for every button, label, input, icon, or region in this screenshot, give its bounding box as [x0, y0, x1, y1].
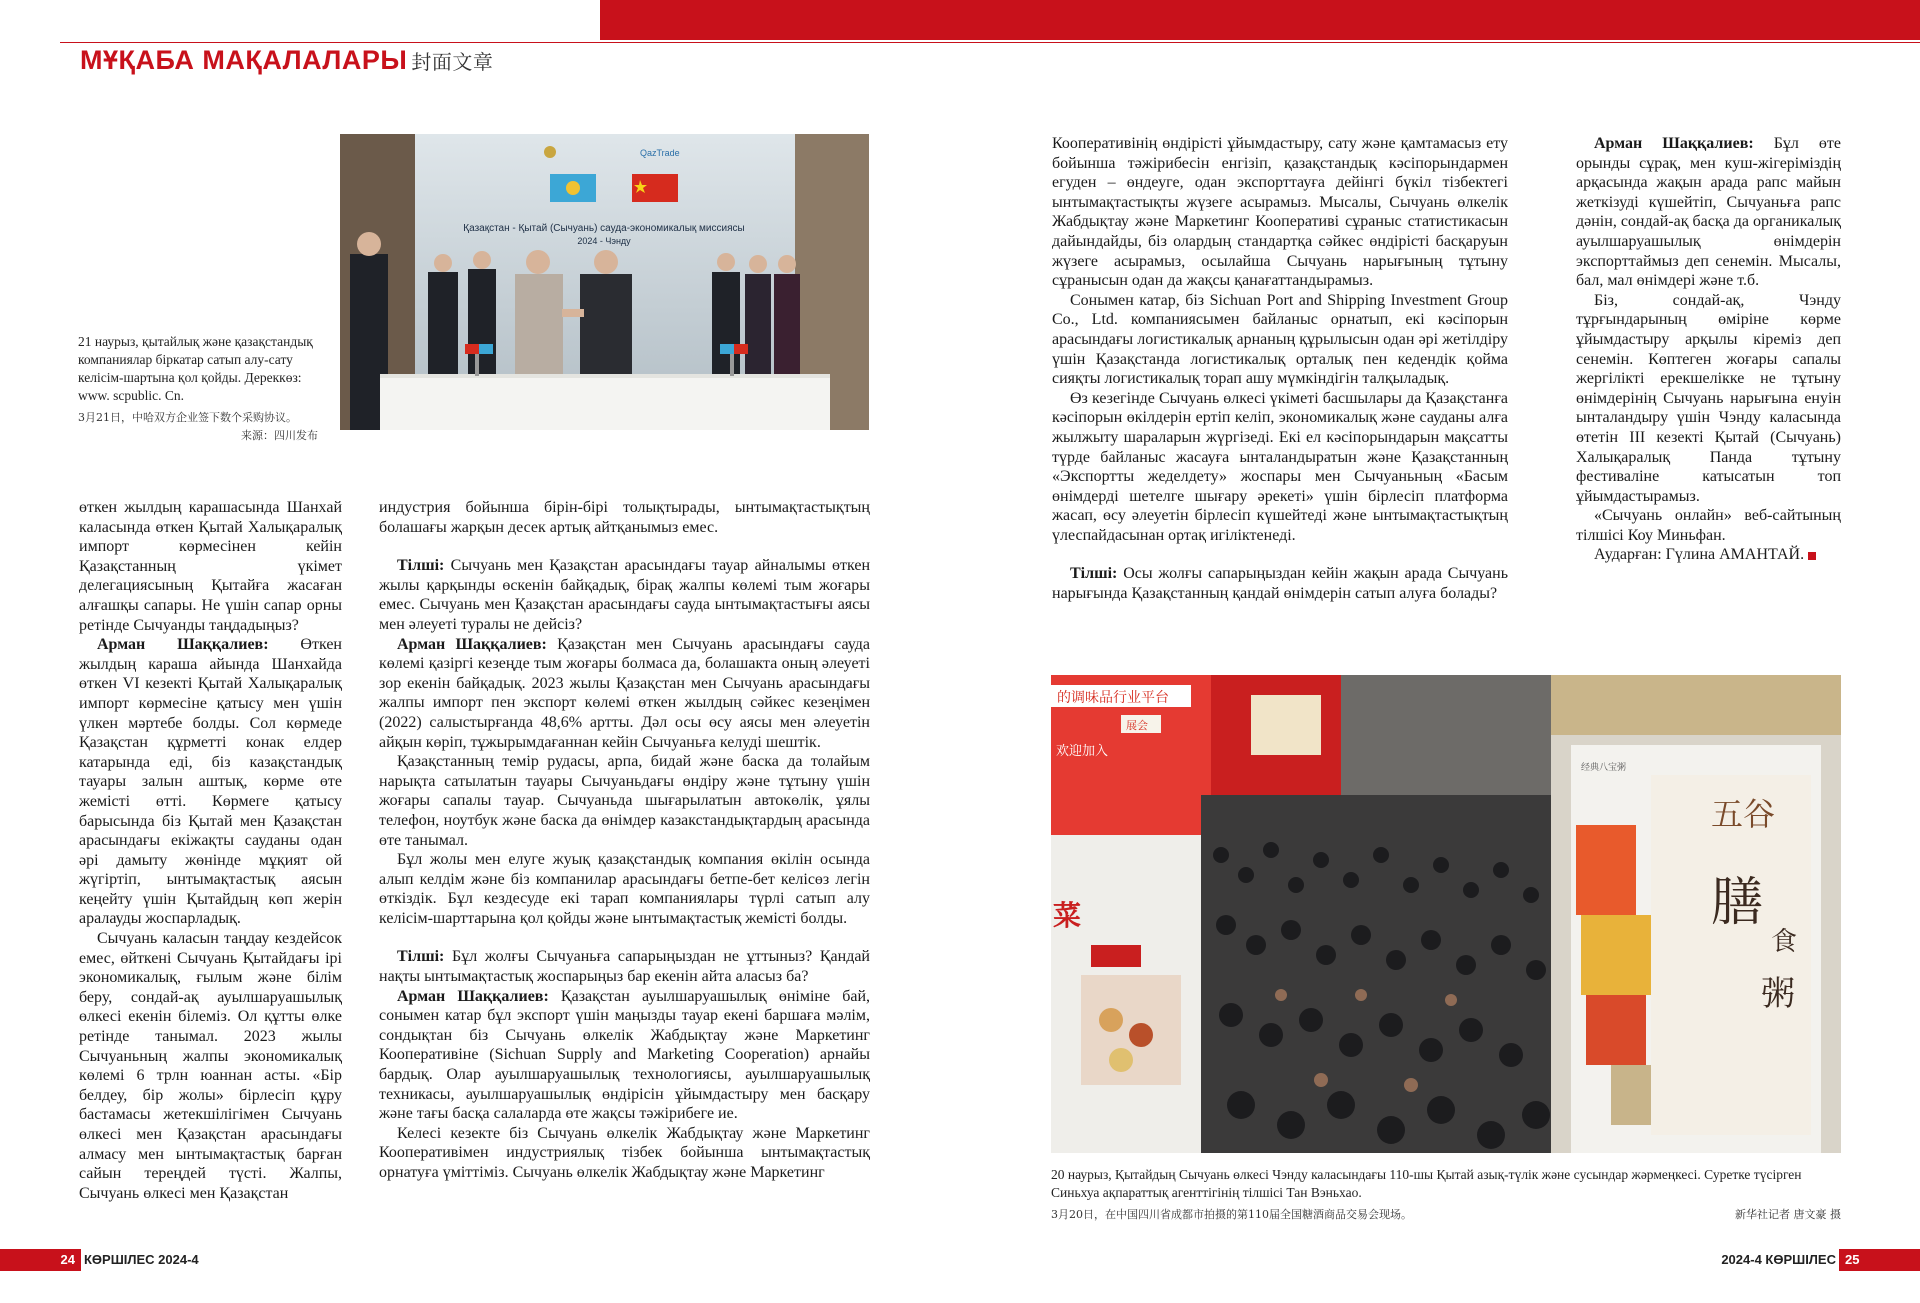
col2-question-1-text: Сычуань мен Қазақстан арасындағы тауар айналымы өткен жылы қарқынды өскенін байқадық, бірақ жалпы көлемі тым жоғары емес. Сычуань мен Қазақстан арасындағы сауда ынтымақтастығы аясы мен әлеуеті туралы не дейсіз?	[379, 557, 870, 633]
speaker-label: Арман Шаққалиев:	[1594, 135, 1754, 152]
col1-paragraph-2	[79, 635, 342, 929]
col4-answer-1	[1576, 134, 1841, 291]
article-column-3	[1052, 134, 1508, 604]
col4-paragraph-3: «Сычуань онлайн» веб-сайтының тілшісі Коу Миньфан.	[1576, 507, 1841, 544]
page-number-left: 24	[0, 1249, 81, 1271]
col2-answer-1-text: Қазақстан мен Сычуань арасындағы сауда көлемі қазіргі кезеңде тым жоғары болмаса да, болашакта оның әлеуеті зор екенін байқадық. 2023 жылы Қазақстан мен Сычуань арасындағы жалпы импорт пен экспорт көлемі өткен жылдың сәйкес кезеңімен (2022) салыстырғанда 48,6% артты. Дәл осы өсу аясы мен әлеуетін айқын көріп, тұжырымдағаннан кейін Сычуаньға келуді шештік.	[379, 635, 870, 751]
reporter-label: Тілші:	[1070, 565, 1118, 583]
top-red-bar	[600, 0, 1920, 40]
photo1-caption-text: 21 наурыз, қытайлық және қазақстандық компаниялар біркатар сатып алу-сату келісім-шартына қол қойды. Дереккөз: www. scpublic. Cn.	[78, 334, 313, 403]
booth-sign-expo: 展会	[1126, 719, 1148, 732]
header-rule	[60, 42, 1920, 43]
booth-sign-zhou: 粥	[1761, 974, 1795, 1014]
col2-paragraph-4: Келесі кезекте біз Сычуань өлкелік Жабдықтау және Маркетинг Кооперативімен индустриялық тізбек бойынша ынтымақтастық орнатуға үміттіміз. Сычуань өлкелік Жабдықтау және Маркетинг	[379, 1124, 870, 1181]
photo2-caption-text: 20 наурыз, Қытайдың Сычуань өлкесі Чэнду каласындағы 110-шы Қытай азық-түлік және сусындар жәрмеңкесі. Суретке түсірген Синьхуа ақпараттық агенттігінің тілшісі Тан Вэньхао.	[1051, 1167, 1802, 1200]
col2-question-2-text: Бұл жолғы Сычуаньға сапарыңыздан не ұттыныз? Қандай нақты ынтымақтастық жоспарыңыз бар екенін айта аласыз ба?	[379, 948, 870, 986]
col4-paragraph-4	[1576, 545, 1841, 565]
col1-paragraph-1: өткен жылдың карашасында Шанхай каласында өткен Қытай Халықаралық импорт көрмесінен кейін Қазақстанның үкімет делегациясының Қытайға жасаған алғашқы сапары. Не үшін сапар орны ретінде Сычуанды таңдадыңыз?	[79, 499, 342, 634]
col2-paragraph-2: Қазақстанның темір рудасы, арпа, бидай және баска да толайым нарықта сатылатын тауары Сычуаньдағы өндіру және тұтыну үшін жоғары сапалы тауар. Сычуаньда шығарылатын автокөлік, ұялы телефон, ноутбук және баска да өнімдер казакстандықтардың арасында өте танымал.	[379, 753, 870, 849]
footer-left-label: КӨРШІЛЕС 2024-4	[84, 1252, 199, 1267]
photo2-caption-credit: 新华社记者 唐文豪 摄	[1735, 1208, 1841, 1221]
section-title-cn: 封面文章	[411, 52, 494, 74]
speaker-label: Арман Шаққалиев:	[97, 636, 269, 654]
signing-ceremony-photo	[340, 134, 869, 430]
article-column-1	[79, 498, 342, 1203]
col3-question-1-text: Осы жолғы сапарыңыздан кейін жақын арада Сычуань нарығында Қазақстанның қандай өнімдерін сатып алуға болады?	[1052, 565, 1508, 603]
photo1-caption-cn: 3月21日，中哈双方企业签下数个采购协议。	[78, 411, 297, 424]
booth-sign-babao: 经典八宝粥	[1581, 763, 1627, 773]
photo2-caption	[1051, 1166, 1841, 1224]
reporter-label: Тілші:	[397, 557, 445, 575]
photo1-caption	[78, 333, 318, 445]
booth-sign-shan: 膳	[1711, 873, 1764, 933]
section-title-kk: МҰҚАБА МАҚАЛАЛАРЫ	[80, 45, 408, 75]
photo2-caption-cn: 3月20日，在中国四川省成都市拍摄的第110届全国糖酒商品交易会现场。	[1051, 1208, 1412, 1221]
translator-credit: Аударған: Гүлина АМАНТАЙ.	[1594, 546, 1805, 564]
qaztrade-logo: QazTrade	[640, 148, 680, 158]
article-column-4	[1576, 134, 1841, 565]
col3-paragraph-3: Өз кезегінде Сычуань өлкесі үкіметі басшылары да Қазақстанға кәсіпорын өкілдерін ертіп келіп, экономикалық және сауданы алға жылжыту шараларын жүргізеді. Екі ел кәсіпорындарын мақсатты түрде байланыс жасауға ынталандыратын және Қазақстанның «Экспортты жеделдету» жоспары мен Сычуаньның «Басым өнімдерді шетелге шығару әрекеті» үшін бірлесіп платформа жасап, өсу әлеуетін бірлесіп күшейтеді және ынтымақтастықтың үлеспайдасынан ортақ игіліктенеді.	[1052, 389, 1508, 544]
col3-paragraph-1: Кооперативінің өндірісті ұйымдастыру, сату және қамтамасыз ету бойынша тәжірибесін енгізіп, қазақстандық кәсіпорындармен егуден – өндеуге, одан экспорттауға дейінгі бүкіл тізбектегі ынтымақтастықты жүзеге асырамыз. Мысалы, Сычуань өлкелік Жабдықтау және Маркетинг Кооперативі сұраныс статистикасын дайындайды, біз олардың стандартқа сәйкес өндірісті басқаруын жүзеге асырамыз, осылайша Сычуань нарығының тұтыну сұранысын одан да жақсы қанағаттандырамыз.	[1052, 135, 1508, 290]
banner-line2: 2024 - Чэнду	[577, 236, 631, 246]
booth-sign-platform: 的调味品行业平台	[1057, 690, 1169, 706]
booth-sign-shi: 食	[1771, 927, 1798, 957]
col3-paragraph-2: Сонымен катар, біз Sichuan Port and Shipping Investment Group Co., Ltd. компаниясымен байланыс орнатып, екі кәсіпорын арасындағы логистикалық арнаның құрылысын одан әрі жетілдіру үшін Қазақстанда логистикалық орталық пен кедендік қойма сияқты логистикалық торап ашу мүмкіндігін талқыладық.	[1052, 291, 1508, 388]
booth-sign-wugu: 五谷	[1711, 795, 1776, 833]
col3-question-1	[1052, 564, 1508, 603]
speaker-label: Арман Шаққалиев:	[397, 987, 549, 1005]
col1-paragraph-3: Сычуань каласын таңдау кездейсок емес, өйткені Сычуань Қытайдағы ірі экономикалық, ғылым және білім беру, сондай-ақ ауылшаруашылық өлкесі екенін білеміз. Ол құтты өлке ретінде танымал. 2023 жылы Сычуаньның жалпы экономикалық көлемі 6 трлн юаннан асты. «Бір белдеу, бір жолы» бірлесіп құру бастамасы жетекшілігімен Сычуань өлкесі мен Қазақстан арасындағы алмасу мен ынтымақтастық барған сайын тереңдей түсті. Жалпы, Сычуань өлкесі мен Қазақстан	[79, 930, 342, 1202]
col2-paragraph-1: индустрия бойынша бірін-бірі толықтырады, ынтымақтастықтың болашағы жарқын десек артық айтқанымыз емес.	[379, 499, 870, 536]
booth-sign-cai: 菜	[1053, 899, 1082, 932]
page-number-right: 25	[1839, 1249, 1920, 1271]
speaker-label: Арман Шаққалиев:	[397, 635, 547, 653]
reporter-label: Тілші:	[397, 948, 445, 966]
col2-question-2	[379, 947, 870, 986]
banner-line1: Қазақстан - Қытай (Сычуань) сауда-экономикалық миссиясы	[463, 223, 745, 234]
col4-paragraph-2: Біз, сондай-ақ, Чэнду тұрғындарының өміріне көрме ұйымдастыру арқылы кіреміз деп сенемін. Көптеген жоғары сапалы жергілікті ерекшелікке не тұтыну өнімдерінің Сычуань нарығына енуін ынталандыру үшін Чэнду каласында өтетін III кезекті Қытай (Сычуань) Халықаралық Панда тұтыну фестиваліне катысатын топ ұйымдастырамыз.	[1576, 291, 1841, 505]
col2-question-1	[379, 556, 870, 634]
col2-paragraph-3: Бұл жолы мен елуге жуық қазақстандық компания өкілін осында алып келдім және біз компанилар арасындағы бетпе-бет келісөз легін өткіздік. Бұл кездесуде екі тарап компаниялары түрлі сатып алу келісім-шарттарына қол қойды және ынтымақтастық жемісті болды.	[379, 851, 870, 927]
col1-answer-text: Өткен жылдың караша айында Шанхайда өткен VI кезекті Қытай Халықаралық импорт көрмесіне қатысу мен үшін үлкен мәртебе болды. Сол көрмеде Қазақстан құрметті конак елдер катарында еді, біз казақстандық тауары залын аштық, көрме өте жемісті өтті. Көрмеге қатысу барысында біз Қытай мен Қазақстан арасындағы екіжақты сауданы одан әрі дамыту жөнінде мұқият ой жүгіртіп, ынтымақтастық аясын кеңейту үшін Қытайдың көп жерін аралауды жоспарладық.	[79, 636, 342, 928]
booth-sign-welcome: 欢迎加入	[1056, 744, 1109, 759]
photo1-caption-source: 来源：四川发布	[241, 429, 318, 442]
col2-answer-1	[379, 635, 870, 753]
col4-answer-1-text: Бұл өте орынды сұрақ, мен куш-жігеріміздің арқасында жақын арада рапс майын жеткізуді күшейтіп, Сычуаньға рапс дәнін, сондай-ақ басқа да органикалық ауылшаруашылық өнімдерін экспорттаймыз деп сенемін. Мысалы, бал, мал өнімдері және т.б.	[1576, 135, 1842, 290]
section-title	[80, 45, 493, 76]
col2-answer-2	[379, 987, 870, 1124]
food-fair-photo	[1051, 675, 1841, 1153]
footer-right-label: 2024-4 КӨРШІЛЕС	[1721, 1252, 1836, 1267]
col2-answer-2-text: Қазақстан ауылшаруашылық өніміне бай, сонымен катар бұл экспорт үшін маңызды тауар екені баршаға мәлім, сондықтан біз Сычуань өлкелік Жабдықтау және Маркетинг Кооперативіне (Sichuan Supply and Marketing Cooperation) арнайы бардық. Олар ауылшаруашылық технологиясы, ауылшаруашылық техникасы, ауылшаруашылық өндірісін ұйымдастыру мен басқару және тағы басқа салаларда өте жақсы тәжірибеге ие.	[379, 987, 871, 1123]
end-mark	[1808, 552, 1816, 560]
article-column-2	[379, 498, 870, 1183]
